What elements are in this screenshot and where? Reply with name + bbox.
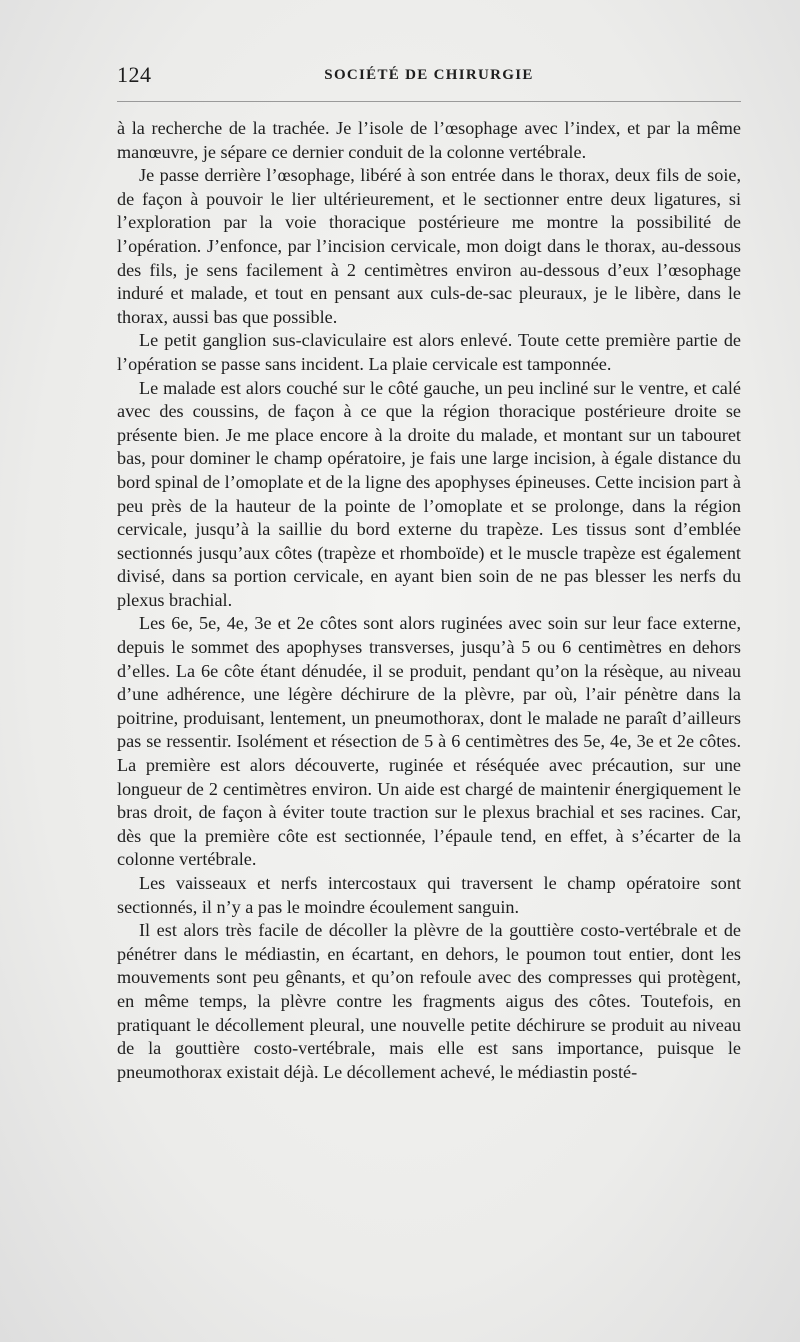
body-text (117, 117, 741, 1084)
paragraph-2: Je passe derrière l’œsophage, libéré à son entrée dans le thorax, deux fils de soie, de façon à pouvoir le lier ultérieurement, et le sectionner entre deux ligatures, si l’exploration par la voie thoracique postérieure me montre la possibilité de l’opération. J’enfonce, par l’incision cervicale, mon doigt dans le thorax, au-dessous des fils, je sens facilement à 2 centimètres environ au-dessous d’eux l’œsophage induré et malade, et tout en pensant aux culs-de-sac pleuraux, je le libère, dans le thorax, aussi bas que possible. (117, 165, 741, 327)
paragraph-5: Les 6e, 5e, 4e, 3e et 2e côtes sont alors ruginées avec soin sur leur face externe, depuis le sommet des apophyses transverses, jusqu’à 5 ou 6 centimètres en dehors d’elles. La 6e côte étant dénudée, il se produit, pendant qu’on la résèque, au niveau d’une adhérence, une légère déchirure de la plèvre, par où, l’air pénètre dans la poitrine, produisant, lentement, un pneumothorax, dont le malade ne paraît d’ailleurs pas se ressentir. Isolément et résection de 5 à 6 centimètres des 5e, 4e, 3e et 2e côtes. La première est alors découverte, ruginée et réséquée avec précaution, sur une longueur de 2 centimètres environ. Un aide est chargé de maintenir énergiquement le bras droit, de façon à éviter toute traction sur le plexus brachial et ses racines. Car, dès que la première côte est sectionnée, l’épaule tend, en effet, à s’écarter de la colonne vertébrale. (117, 613, 741, 870)
paragraph-1: à la recherche de la trachée. Je l’isole de l’œsophage avec l’index, et par la même manœuvre, je sépare ce dernier conduit de la colonne vertébrale. (117, 118, 741, 162)
paragraph-6: Les vaisseaux et nerfs intercostaux qui traversent le champ opératoire sont sectionnés, il n’y a pas le moindre écoulement sanguin. (117, 873, 741, 917)
page-number: 124 (117, 62, 152, 87)
running-title: SOCIÉTÉ DE CHIRURGIE (324, 67, 534, 83)
paragraph-4: Le malade est alors couché sur le côté gauche, un peu incliné sur le ventre, et calé avec des coussins, de façon à ce que la région thoracique postérieure droite se présente bien. Je me place encore à la droite du malade, et montant sur un tabouret bas, pour dominer le champ opératoire, je fais une large incision, à égale distance du bord spinal de l’omoplate et de la ligne des apophyses épineuses. Cette incision part à peu près de la hauteur de la pointe de l’omoplate et se prolonge, dans la région cervicale, jusqu’à la saillie du bord externe du trapèze. Les tissus sont d’emblée sectionnés jusqu’aux côtes (trapèze et rhomboïde) et le muscle trapèze est également divisé, dans sa portion cervicale, en ayant bien soin de ne pas blesser les nerfs du plexus brachial. (117, 377, 741, 610)
running-head (117, 62, 741, 88)
paragraph-3: Le petit ganglion sus-claviculaire est alors enlevé. Toute cette première partie de l’opération se passe sans incident. La plaie cervicale est tamponnée. (117, 330, 741, 374)
header-rule (117, 101, 741, 102)
paragraph-7: Il est alors très facile de décoller la plèvre de la gouttière costo-vertébrale et de pénétrer dans le médiastin, en écartant, en dehors, le poumon tout entier, dont les mouvements sont peu gênants, et qu’on refoule avec des compresses qui protègent, en même temps, la plèvre contre les fragments aigus des côtes. Toutefois, en pratiquant le décollement pleural, une nouvelle petite déchirure se produit au niveau de la gouttière costo-vertébrale, mais elle est sans importance, puisque le pneumothorax existait déjà. Le décollement achevé, le médiastin posté- (117, 920, 741, 1082)
